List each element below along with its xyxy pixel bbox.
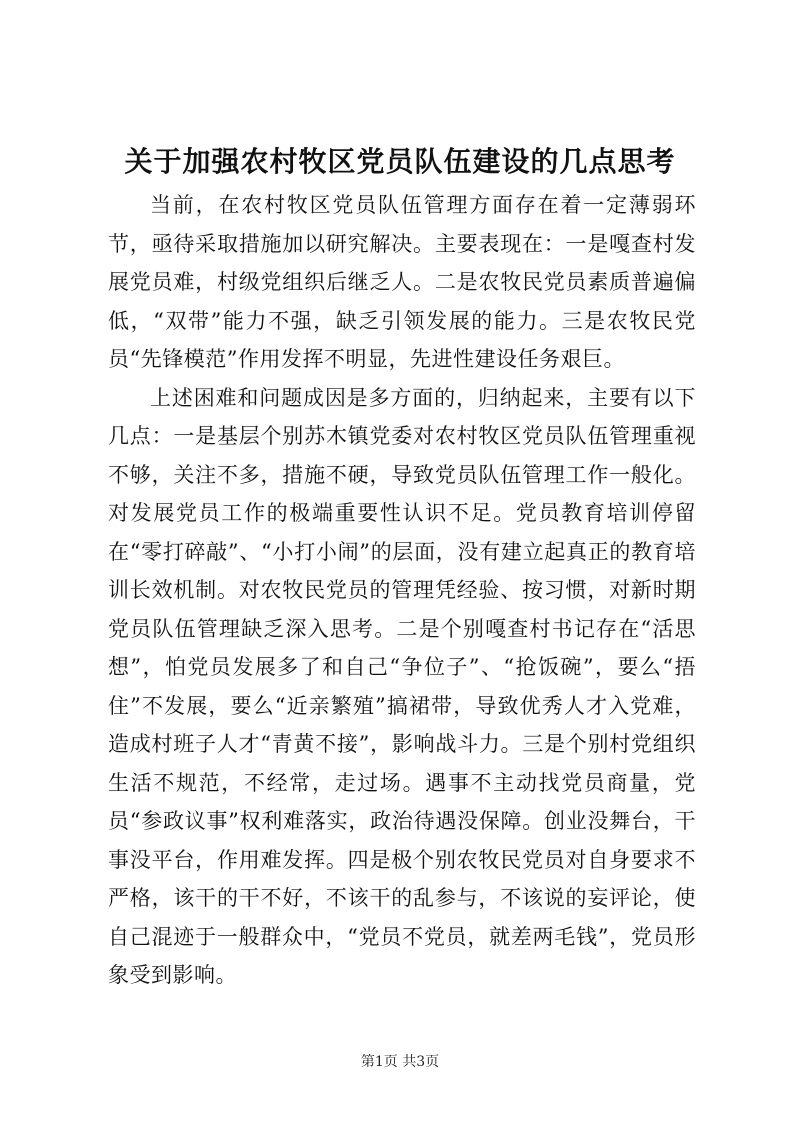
document-title: 关于加强农村牧区党员队伍建设的几点思考 [124,145,676,178]
paragraph-1: 当前，在农村牧区党员队伍管理方面存在着一定薄弱环节，亟待采取措施加以研究解决。主要表现在：一是嘎查村发展党员难，村级党组织后继乏人。二是农牧民党员素质普遍偏低，“双带”能力不强，缺乏引领发展的能力。三是农牧民党员“先锋模范”作用发挥不明显，先进性建设任务艰巨。 [108,193,696,371]
document-body [108,186,696,995]
paragraph-2: 上述困难和问题成因是多方面的，归纳起来，主要有以下几点：一是基层个别苏木镇党委对农村牧区党员队伍管理重视不够，关注不多，措施不硬，导致党员队伍管理工作一般化。对发展党员工作的极端重要性认识不足。党员教育培训停留在“零打碎敲”、“小打小闹”的层面，没有建立起真正的教育培训长效机制。对农牧民党员的管理凭经验、按习惯，对新时期党员队伍管理缺乏深入思考。二是个别嘎查村书记存在“活思想”，怕党员发展多了和自己“争位子”、“抢饭碗”，要么“捂住”不发展，要么“近亲繁殖”搞裙带，导致优秀人才入党难，造成村班子人才“青黄不接”，影响战斗力。三是个别村党组织生活不规范，不经常，走过场。遇事不主动找党员商量，党员“参政议事”权利难落实，政治待遇没保障。创业没舞台，干事没平台，作用难发挥。四是极个别农牧民党员对自身要求不严格，该干的干不好，不该干的乱参与，不该说的妄评论，使自己混迹于一般群众中，“党员不党员，就差两毛钱”，党员形象受到影响。 [108,385,696,987]
page-number-footer: 第1页 共3页 [360,1054,440,1070]
